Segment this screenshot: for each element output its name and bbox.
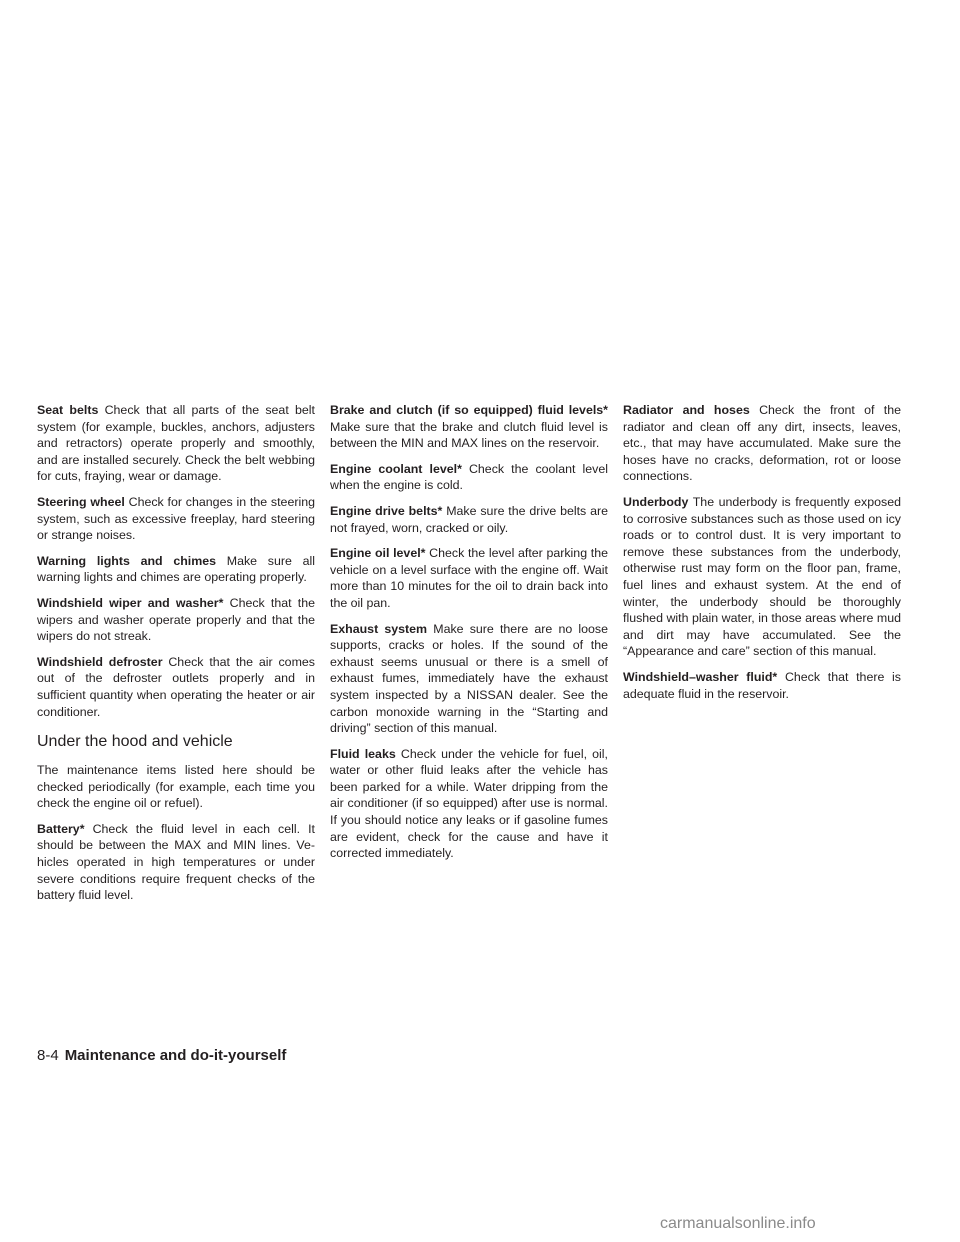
- item-engine-drive-belts: [330, 503, 608, 536]
- item-battery: [37, 821, 315, 904]
- item-term: Engine drive belts*: [330, 503, 443, 518]
- item-warning-lights: [37, 553, 315, 586]
- column-2: [330, 402, 608, 871]
- item-text: Check under the vehicle for fuel, oil, water or other fluid leaks after the vehicle has been parked for a while. Water dripping from the air conditioner (if so equipped) after use is normal. If you should notice any leaks or if gasoline fumes are evident, check for the cause and have it corrected immediately.: [330, 746, 608, 861]
- item-term: Exhaust system: [330, 621, 428, 636]
- item-text: Make sure that the brake and clutch fluid level is between the MIN and MAX lines on the reservoir.: [330, 419, 608, 451]
- column-3: [623, 402, 901, 711]
- item-term: Windshield–washer fluid*: [623, 669, 778, 684]
- item-text: Check the front of the radiator and clean off any dirt, insects, leaves, etc., that may have accumulated. Make sure the hoses have no cracks, deformation, rot or loose connections.: [623, 403, 902, 484]
- item-text: Make sure all warning lights and chimes are operating properly.: [37, 553, 315, 585]
- page-number: 8-4: [37, 1047, 59, 1064]
- item-term: Warning lights and chimes: [37, 553, 217, 568]
- item-term: Fluid leaks: [330, 746, 396, 761]
- section-heading: Under the hood and vehicle: [37, 733, 233, 751]
- item-text: Check that the air comes out of the defroster outlets properly and in sufficient quantity when operating the heater or air conditioner.: [37, 654, 315, 719]
- item-steering-wheel: [37, 494, 315, 544]
- item-term: Windshield defroster: [37, 654, 163, 669]
- watermark: carmanualsonline.info: [660, 1215, 816, 1232]
- column-1: [37, 402, 315, 913]
- item-engine-coolant: [330, 461, 608, 494]
- item-radiator-hoses: [623, 402, 901, 485]
- item-term: Battery*: [37, 821, 85, 836]
- chapter-title: Maintenance and do-it-yourself: [64, 1047, 287, 1064]
- item-term: Seat belts: [37, 403, 99, 417]
- item-text: Check the level after parking the vehicle on a level surface with the engine off. Wait more than 10 minutes for the oil to drain back into the oil pan.: [330, 546, 608, 610]
- item-text: Check that the wipers and washer operate properly and that the wipers do not streak.: [37, 595, 315, 644]
- item-term: Windshield wiper and washer*: [37, 595, 224, 610]
- item-text: Make sure there are no loose supports, cracks or holes. If the sound of the exhaust seems unusual or there is a smell of exhaust fumes, immediately have the exhaust system inspected by a NISSAN dealer. See the carbon monoxide warning in the “Starting and driving” section of this manual.: [330, 621, 609, 736]
- item-windshield-defroster: [37, 654, 315, 720]
- item-term: Steering wheel: [37, 494, 125, 509]
- item-text: Check for changes in the steering system, such as excessive freeplay, hard steering or strange noises.: [37, 494, 315, 543]
- item-term: Brake and clutch (if so equipped) fluid levels*: [330, 403, 608, 417]
- item-term: Engine oil level*: [330, 546, 426, 561]
- item-text: Check that all parts of the seat belt system (for example, buckles, anchors, adjusters and retractors) operate properly and smoothly, and are installed securely. Check the belt webbing for cuts, fraying, wear or damage.: [37, 403, 315, 484]
- item-brake-clutch-fluid: [330, 402, 608, 452]
- item-term: Radiator and hoses: [623, 403, 750, 417]
- item-term: Engine coolant level*: [330, 461, 462, 476]
- item-text: Check the fluid level in each cell. It should be between the MAX and MIN lines. Vehicles operated in high temperatures or under severe conditions require frequent checks of the battery fluid level.: [37, 821, 315, 903]
- item-seat-belts: [37, 402, 315, 485]
- item-text: Check that there is adequate fluid in the reservoir.: [623, 669, 901, 701]
- item-washer-fluid: [623, 669, 901, 702]
- item-underbody: [623, 494, 901, 660]
- item-windshield-wiper: [37, 595, 315, 645]
- item-exhaust-system: [330, 621, 608, 737]
- item-engine-oil: [330, 545, 608, 611]
- item-text: Make sure the drive belts are not frayed, worn, cracked or oily.: [330, 503, 609, 535]
- page-footer: [37, 1047, 286, 1065]
- section-intro: The maintenance items listed here should be checked periodically (for example, each time you check the engine oil or refuel).: [37, 763, 315, 811]
- item-term: Underbody: [623, 494, 689, 509]
- item-text: Check the coolant level when the engine is cold.: [330, 461, 608, 493]
- item-fluid-leaks: [330, 746, 608, 862]
- item-text: The underbody is frequently exposed to corrosive substances such as those used on icy roads or to control dust. It is very important to remove these substances from the underbody, otherwise rust may form on the floor pan, frame, fuel lines and exhaust system. At the end of winter, the underbody should be thoroughly flushed with plain water, in those areas where mud and dirt may have accumulated. See the “Appearance and care” section of this manual.: [623, 494, 902, 659]
